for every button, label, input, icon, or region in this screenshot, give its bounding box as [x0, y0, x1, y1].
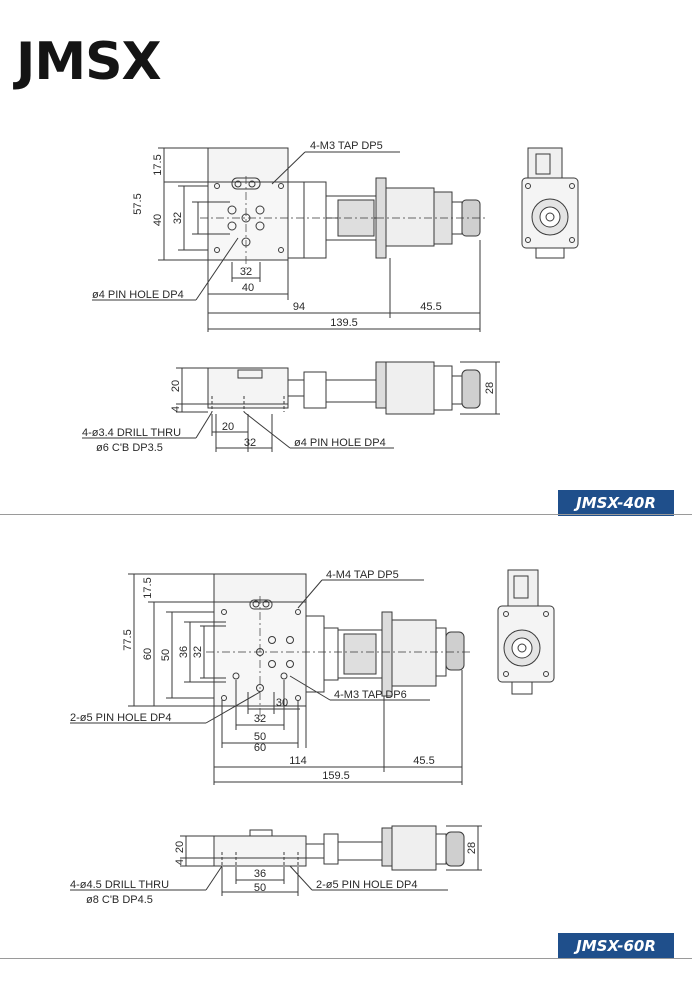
dim-60-side-36-h: 36: [253, 868, 267, 880]
dim-40-side-28: 28: [484, 381, 496, 395]
dim-60-77-5: 77.5: [122, 629, 134, 651]
callout-40-drill-2: ø6 C'B DP3.5: [96, 442, 163, 454]
dim-60-side-4: 4: [174, 858, 186, 866]
dim-40-side-20-h: 20: [221, 421, 235, 433]
dim-60-side-28: 28: [466, 841, 478, 855]
model-badge-jmsx-40r: JMSX-40R: [558, 490, 674, 516]
callout-60-drill-2: ø8 C'B DP4.5: [86, 894, 153, 906]
dim-60-60-v: 60: [142, 647, 154, 661]
dim-40-45-5: 45.5: [420, 301, 442, 313]
dim-60-60-h: 60: [253, 742, 267, 754]
dim-40-17-5: 17.5: [152, 154, 164, 176]
dim-60-50-v: 50: [160, 648, 172, 662]
model-badge-jmsx-60r: JMSX-60R: [558, 933, 674, 959]
dim-60-17-5: 17.5: [142, 577, 154, 599]
dim-40-side-4: 4: [170, 405, 182, 413]
jmsx60-end-view: [498, 570, 554, 694]
dim-40-94: 94: [292, 301, 306, 313]
dim-40-side-20: 20: [170, 379, 182, 393]
callout-60-side-pin-hole: 2-ø5 PIN HOLE DP4: [316, 879, 418, 891]
dim-60-45-5: 45.5: [413, 755, 435, 767]
dim-40-139-5: 139.5: [330, 317, 358, 329]
callout-40-drill-1: 4-ø3.4 DRILL THRU: [82, 427, 182, 439]
dim-60-32-v: 32: [192, 645, 204, 659]
callout-60-tap-m3: 4-M3 TAP DP6: [334, 689, 407, 701]
dim-40-40-v: 40: [152, 213, 164, 227]
dim-40-57-5: 57.5: [132, 193, 144, 215]
dim-60-114: 114: [289, 755, 307, 767]
dim-60-159-5: 159.5: [322, 770, 350, 782]
callout-40-tap: 4-M3 TAP DP5: [310, 140, 383, 152]
jmsx40-end-view: [522, 148, 578, 258]
dim-40-40-h: 40: [241, 282, 255, 294]
dim-40-32-h: 32: [239, 266, 253, 278]
dim-60-36-v: 36: [178, 645, 190, 659]
dim-60-32-h: 32: [253, 713, 267, 725]
callout-60-pin-hole: 2-ø5 PIN HOLE DP4: [70, 712, 172, 724]
callout-60-drill-1: 4-ø4.5 DRILL THRU: [70, 879, 170, 891]
callout-40-pin-hole: ø4 PIN HOLE DP4: [92, 289, 184, 301]
callout-60-tap-m4: 4-M4 TAP DP5: [326, 569, 399, 581]
section-divider: [0, 514, 692, 515]
jmsx60-top-view: [70, 574, 470, 785]
dim-60-side-20: 20: [174, 840, 186, 854]
callout-40-side-pin-hole: ø4 PIN HOLE DP4: [294, 437, 386, 449]
dim-40-side-32-h: 32: [243, 437, 257, 449]
dim-60-30-h: 30: [275, 697, 289, 709]
dim-60-50-h: 50: [253, 731, 267, 743]
section-divider: [0, 958, 692, 959]
dim-40-32-v: 32: [172, 211, 184, 225]
brand-logo: JMSX: [16, 32, 161, 92]
dim-60-side-50-h: 50: [253, 882, 267, 894]
